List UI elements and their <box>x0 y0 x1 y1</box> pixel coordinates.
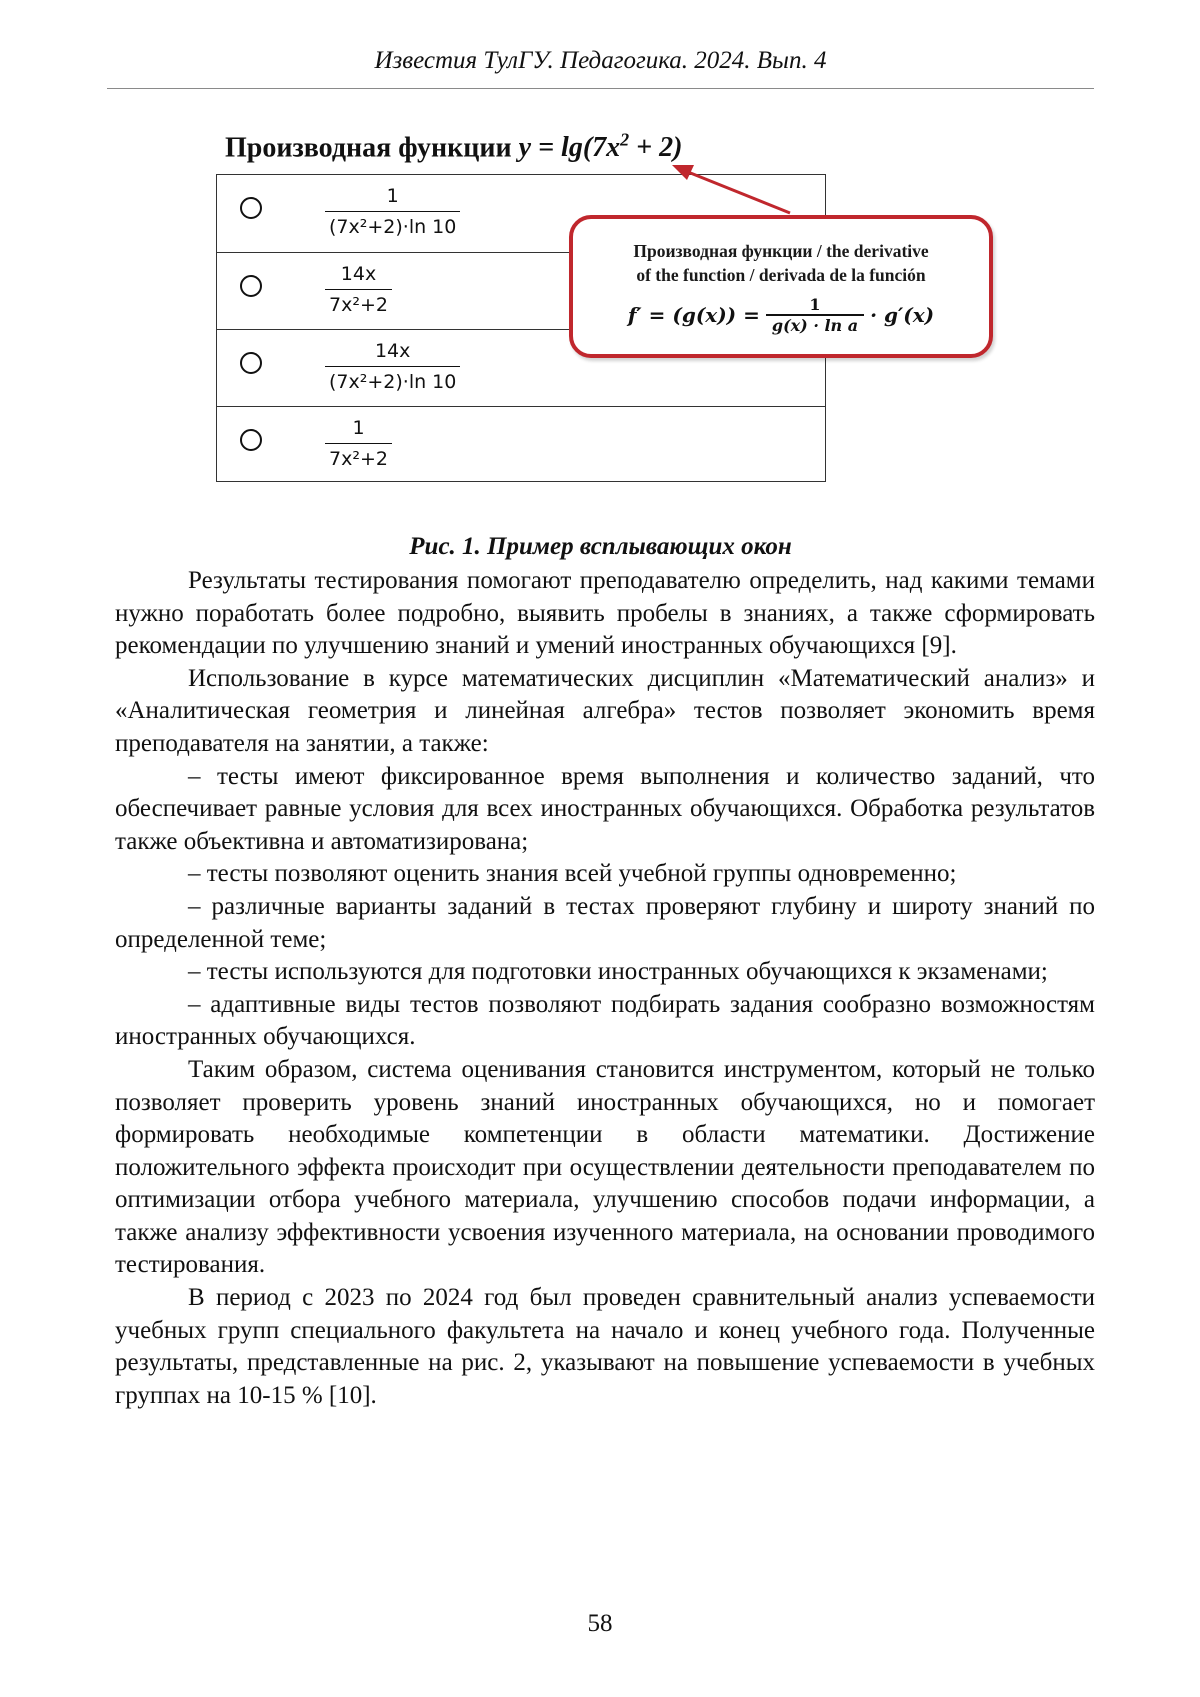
paragraph: Использование в курсе математических дисциплин «Математический анализ» и «Аналитическая геометрия и линейная алгебра» тестов позволяет экономить время преподавателя на занятии, а также: <box>115 663 1095 761</box>
option-fraction: 14x (7x²+2)·ln 10 <box>325 338 460 395</box>
radio-button[interactable] <box>240 429 262 451</box>
page-number: 58 <box>0 1607 1200 1641</box>
figure-title-function: y = lg(7x2 + 2) <box>519 132 683 163</box>
figure-title <box>225 120 845 168</box>
list-item: – тесты используются для подготовки иностранных обучающихся к экзаменами; <box>115 956 1095 989</box>
formula-rhs: · g′(x) <box>870 303 934 327</box>
body-text <box>115 565 1095 1412</box>
answer-option[interactable] <box>217 406 825 483</box>
formula-lhs: f′ = (g(x)) = <box>628 303 760 327</box>
figure-caption: Рис. 1. Пример всплывающих окон <box>107 530 1094 564</box>
radio-button[interactable] <box>240 352 262 374</box>
option-fraction: 1 7x²+2 <box>325 415 392 472</box>
paragraph: Результаты тестирования помогают преподавателю определить, над какими темами нужно поработать более подробно, выявить пробелы в знаниях, а также сформировать рекомендации по улучшению знаний и умений иностранных обучающихся [9]. <box>115 565 1095 663</box>
option-fraction: 1 (7x²+2)·ln 10 <box>325 183 460 240</box>
running-header <box>107 44 1094 89</box>
paragraph: В период с 2023 по 2024 год был проведен сравнительный анализ успеваемости учебных групп специального факультета на начало и конец учебного года. Полученные результаты, представленные на рис. 2, указывают на повышение успеваемости в учебных группах на 10-15 % [10]. <box>115 1282 1095 1412</box>
popup-line-2: of the function / derivada de la función <box>573 263 989 287</box>
running-title: Известия ТулГУ. Педагогика. 2024. Вып. 4 <box>374 47 826 74</box>
popup-line-1: Производная функции / the derivative <box>573 239 989 263</box>
derivative-popup <box>569 215 993 358</box>
list-item: – различные варианты заданий в тестах проверяют глубину и широту знаний по определенной теме; <box>115 891 1095 956</box>
list-item: – тесты позволяют оценить знания всей учебной группы одновременно; <box>115 858 1095 891</box>
formula-fraction: 1 g(x) · ln a <box>766 295 864 335</box>
paragraph: Таким образом, система оценивания становится инструментом, который не только позволяет проверить уровень знаний иностранных обучающихся, но и помогает формировать необходимые компетенции в области математики. Достижение положительного эффекта происходит при осуществлении деятельности преподавателем по оптимизации отбора учебного материала, улучшению способов подачи информации, а также анализу эффективности усвоения изученного материала, на основании проводимого тестирования. <box>115 1054 1095 1282</box>
figure-title-prefix: Производная функции <box>225 132 512 163</box>
popup-formula <box>573 295 989 335</box>
option-fraction: 14x 7x²+2 <box>325 261 392 318</box>
list-item: – адаптивные виды тестов позволяют подбирать задания сообразно возможностям иностранных обучающихся. <box>115 989 1095 1054</box>
radio-button[interactable] <box>240 275 262 297</box>
radio-button[interactable] <box>240 197 262 219</box>
list-item: – тесты имеют фиксированное время выполнения и количество заданий, что обеспечивает равные условия для всех иностранных обучающихся. Обработка результатов также объективна и автоматизирована; <box>115 761 1095 859</box>
